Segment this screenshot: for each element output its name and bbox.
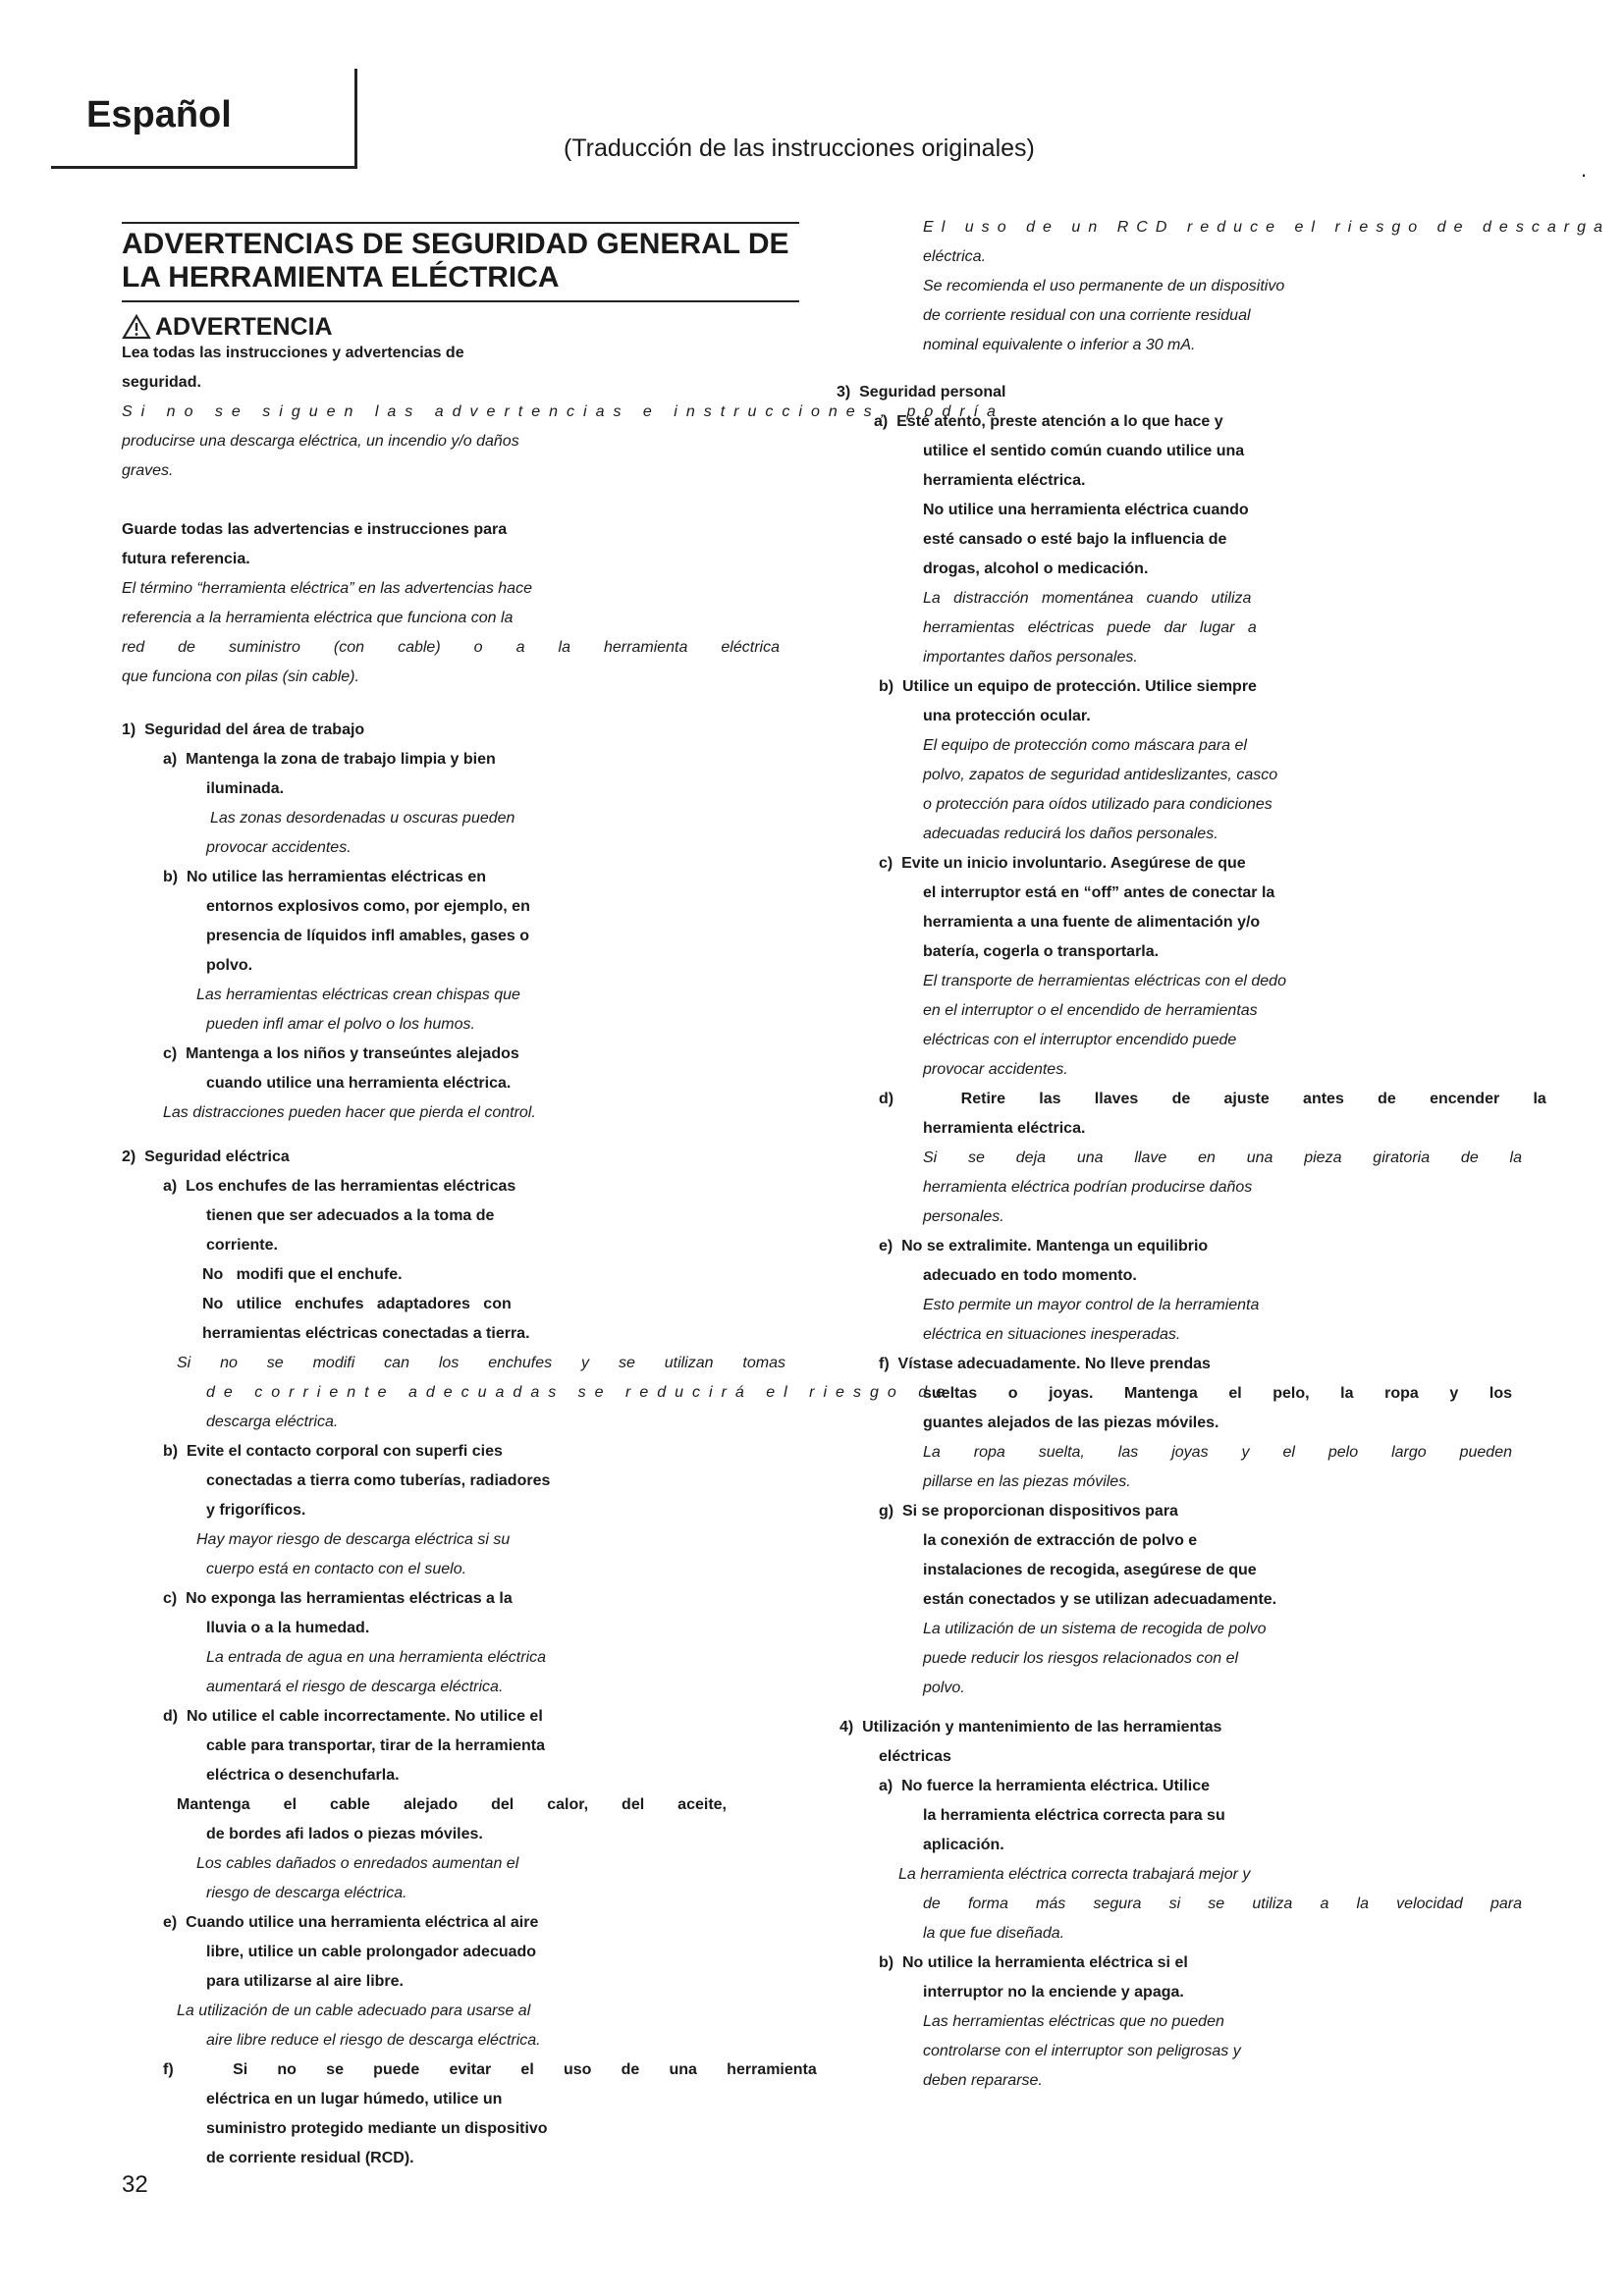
left-text-line: La utilización de un cable adecuado para usarse al bbox=[177, 2002, 531, 2019]
left-text-line: b) No utilice las herramientas eléctricas en bbox=[163, 869, 487, 885]
left-text-line: referencia a la herramienta eléctrica que funciona con la bbox=[122, 610, 514, 626]
left-text-line: cuerpo está en contacto con el suelo. bbox=[206, 1561, 467, 1577]
left-text-line: Si no se modifi can los enchufes y se utilizan tomas bbox=[177, 1355, 785, 1371]
right-text-line: El transporte de herramientas eléctricas con el dedo bbox=[923, 973, 1286, 989]
right-text-line: Las herramientas eléctricas que no pueden bbox=[923, 2013, 1224, 2030]
right-text-line: la conexión de extracción de polvo e bbox=[923, 1532, 1198, 1549]
left-text-line: futura referencia. bbox=[122, 551, 250, 567]
right-text-line: provocar accidentes. bbox=[923, 1061, 1068, 1078]
right-text-line: Se recomienda el uso permanente de un dispositivo bbox=[923, 278, 1285, 294]
left-text-line: seguridad. bbox=[122, 374, 201, 391]
right-text-line: La utilización de un sistema de recogida de polvo bbox=[923, 1621, 1267, 1637]
right-text-line: d) Retire las llaves de ajuste antes de encender la bbox=[879, 1091, 1546, 1107]
right-text-line: adecuado en todo momento. bbox=[923, 1267, 1137, 1284]
right-text-line: polvo. bbox=[923, 1680, 965, 1696]
right-text-line: esté cansado o esté bajo la influencia de bbox=[923, 531, 1227, 548]
left-text-line: libre, utilice un cable prolongador adecuado bbox=[206, 1944, 537, 1960]
left-text-line: red de suministro (con cable) o a la herramienta eléctrica bbox=[122, 639, 780, 656]
left-text-line: presencia de líquidos infl amables, gases o bbox=[206, 928, 529, 944]
right-text-line: No utilice una herramienta eléctrica cuando bbox=[923, 502, 1249, 518]
header-dot: . bbox=[1581, 157, 1588, 182]
left-text-line: que funciona con pilas (sin cable). bbox=[122, 668, 359, 685]
right-text-line: b) Utilice un equipo de protección. Utilice siempre bbox=[879, 678, 1257, 695]
right-text-line: El equipo de protección como máscara para el bbox=[923, 737, 1247, 754]
left-text-line: Lea todas las instrucciones y advertencias de bbox=[122, 345, 464, 361]
right-text-line: pillarse en las piezas móviles. bbox=[923, 1473, 1131, 1490]
left-text-line: Los cables dañados o enredados aumentan el bbox=[196, 1855, 519, 1872]
right-text-line: o protección para oídos utilizado para condiciones bbox=[923, 796, 1272, 813]
right-text-line: utilice el sentido común cuando utilice una bbox=[923, 443, 1245, 459]
left-text-line: Guarde todas las advertencias e instrucciones para bbox=[122, 521, 508, 538]
right-text-line: eléctrica en situaciones inesperadas. bbox=[923, 1326, 1181, 1343]
right-text-line: La ropa suelta, las joyas y el pelo largo pueden bbox=[923, 1444, 1512, 1461]
left-text-line: y frigoríficos. bbox=[206, 1502, 306, 1519]
left-text-line: eléctrica o desenchufarla. bbox=[206, 1767, 400, 1784]
right-text-line: herramienta eléctrica podrían producirse daños bbox=[923, 1179, 1253, 1196]
right-text-line: f) Vístase adecuadamente. No lleve prendas bbox=[879, 1356, 1211, 1372]
right-text-line: Esto permite un mayor control de la herramienta bbox=[923, 1297, 1260, 1313]
left-text-line: El término “herramienta eléctrica” en las advertencias hace bbox=[122, 580, 532, 597]
left-text-line: para utilizarse al aire libre. bbox=[206, 1973, 404, 1990]
left-text-line: cable para transportar, tirar de la herramienta bbox=[206, 1737, 546, 1754]
right-text-line: polvo, zapatos de seguridad antideslizantes, casco bbox=[923, 767, 1278, 783]
right-text-line: adecuadas reducirá los daños personales. bbox=[923, 826, 1218, 842]
left-text-line: entornos explosivos como, por ejemplo, en bbox=[206, 898, 530, 915]
right-text-line: b) No utilice la herramienta eléctrica si el bbox=[879, 1954, 1188, 1971]
right-text-line: drogas, alcohol o medicación. bbox=[923, 561, 1149, 577]
warning-title bbox=[122, 310, 333, 348]
heading-bottom-rule bbox=[122, 300, 799, 302]
left-text-line: herramientas eléctricas conectadas a tierra. bbox=[202, 1325, 530, 1342]
right-text-line: una protección ocular. bbox=[923, 708, 1091, 724]
left-text-line: suministro protegido mediante un dispositivo bbox=[206, 2120, 548, 2137]
left-text-line: 2) Seguridad eléctrica bbox=[122, 1148, 290, 1165]
right-text-line: aplicación. bbox=[923, 1837, 1004, 1853]
right-text-line: g) Si se proporcionan dispositivos para bbox=[879, 1503, 1178, 1520]
right-text-line: 3) Seguridad personal bbox=[837, 384, 1006, 400]
right-text-line: c) Evite un inicio involuntario. Asegúrese de que bbox=[879, 855, 1246, 872]
left-text-line: c) Mantenga a los niños y transeúntes alejados bbox=[163, 1045, 519, 1062]
right-text-line: eléctricas con el interruptor encendido puede bbox=[923, 1032, 1237, 1048]
left-text-line: Hay mayor riesgo de descarga eléctrica si su bbox=[196, 1531, 511, 1548]
right-text-line: instalaciones de recogida, asegúrese de que bbox=[923, 1562, 1257, 1578]
left-text-line: Si no se siguen las advertencias e instrucciones, podría bbox=[122, 403, 1004, 420]
page-number: 32 bbox=[122, 2171, 148, 2198]
right-text-line: guantes alejados de las piezas móviles. bbox=[923, 1415, 1219, 1431]
right-text-line: herramienta a una fuente de alimentación y/o bbox=[923, 914, 1261, 931]
right-text-line: La herramienta eléctrica correcta trabajará mejor y bbox=[898, 1866, 1251, 1883]
right-text-line: la que fue diseñada. bbox=[923, 1925, 1065, 1942]
right-text-line: herramienta eléctrica. bbox=[923, 472, 1086, 489]
right-text-line: Si se deja una llave en una pieza giratoria de la bbox=[923, 1149, 1522, 1166]
left-text-line: a) Los enchufes de las herramientas eléctricas bbox=[163, 1178, 516, 1195]
section-heading: ADVERTENCIAS DE SEGURIDAD GENERAL DE LA HERRAMIENTA ELÉCTRICA bbox=[122, 228, 789, 294]
right-text-line: la herramienta eléctrica correcta para su bbox=[923, 1807, 1225, 1824]
left-text-line: lluvia o a la humedad. bbox=[206, 1620, 370, 1636]
right-text-line: a) No fuerce la herramienta eléctrica. Utilice bbox=[879, 1778, 1211, 1794]
right-text-line: controlarse con el interruptor son peligrosas y bbox=[923, 2043, 1241, 2059]
right-text-line: interruptor no la enciende y apaga. bbox=[923, 1984, 1184, 2001]
right-text-line: puede reducir los riesgos relacionados con el bbox=[923, 1650, 1239, 1667]
right-text-line: batería, cogerla o transportarla. bbox=[923, 943, 1160, 960]
left-text-line: tienen que ser adecuados a la toma de bbox=[206, 1207, 495, 1224]
right-text-line: 4) Utilización y mantenimiento de las herramientas bbox=[839, 1719, 1222, 1735]
language-label: Español bbox=[86, 94, 232, 135]
left-text-line: producirse una descarga eléctrica, un incendio y/o daños bbox=[122, 433, 519, 450]
left-text-line: 1) Seguridad del área de trabajo bbox=[122, 721, 365, 738]
left-text-line: eléctrica en un lugar húmedo, utilice un bbox=[206, 2091, 503, 2108]
left-text-line: La entrada de agua en una herramienta eléctrica bbox=[206, 1649, 547, 1666]
left-text-line: Las herramientas eléctricas crean chispas que bbox=[196, 987, 520, 1003]
right-text-line: personales. bbox=[923, 1208, 1004, 1225]
left-text-line: No utilice enchufes adaptadores con bbox=[202, 1296, 512, 1312]
left-text-line: iluminada. bbox=[206, 780, 285, 797]
right-text-line: a) Esté atento, preste atención a lo que hace y bbox=[874, 413, 1223, 430]
right-text-line: deben repararse. bbox=[923, 2072, 1043, 2089]
left-text-line: provocar accidentes. bbox=[206, 839, 352, 856]
right-text-line: herramienta eléctrica. bbox=[923, 1120, 1086, 1137]
right-text-line: eléctricas bbox=[879, 1748, 951, 1765]
left-text-line: descarga eléctrica. bbox=[206, 1414, 339, 1430]
right-text-line: de forma más segura si se utiliza a la velocidad para bbox=[923, 1896, 1522, 1912]
right-text-line: La distracción momentánea cuando utiliza bbox=[923, 590, 1252, 607]
left-text-line: f) Si no se puede evitar el uso de una herramienta bbox=[163, 2061, 817, 2078]
left-text-line: de corriente residual (RCD). bbox=[206, 2150, 414, 2166]
left-text-line: riesgo de descarga eléctrica. bbox=[206, 1885, 407, 1901]
left-text-line: e) Cuando utilice una herramienta eléctrica al aire bbox=[163, 1914, 539, 1931]
left-text-line: cuando utilice una herramienta eléctrica. bbox=[206, 1075, 512, 1092]
left-text-line: pueden infl amar el polvo o los humos. bbox=[206, 1016, 475, 1033]
left-text-line: Las distracciones pueden hacer que pierda el control. bbox=[163, 1104, 536, 1121]
right-text-line: eléctrica. bbox=[923, 248, 987, 265]
right-text-line: nominal equivalente o inferior a 30 mA. bbox=[923, 337, 1196, 353]
right-text-line: e) No se extralimite. Mantenga un equilibrio bbox=[879, 1238, 1209, 1255]
left-text-line: de bordes afi lados o piezas móviles. bbox=[206, 1826, 483, 1842]
left-text-line: aumentará el riesgo de descarga eléctrica. bbox=[206, 1679, 504, 1695]
left-text-line: c) No exponga las herramientas eléctricas a la bbox=[163, 1590, 513, 1607]
left-text-line: Mantenga el cable alejado del calor, del aceite, bbox=[177, 1796, 727, 1813]
right-text-line: en el interruptor o el encendido de herramientas bbox=[923, 1002, 1258, 1019]
right-text-line: sueltas o joyas. Mantenga el pelo, la ropa y los bbox=[923, 1385, 1512, 1402]
left-text-line: polvo. bbox=[206, 957, 253, 974]
left-text-line: d) No utilice el cable incorrectamente. No utilice el bbox=[163, 1708, 543, 1725]
left-text-line: b) Evite el contacto corporal con superfi cies bbox=[163, 1443, 503, 1460]
left-text-line: graves. bbox=[122, 462, 174, 479]
left-text-line: No modifi que el enchufe. bbox=[202, 1266, 403, 1283]
right-text-line: herramientas eléctricas puede dar lugar a bbox=[923, 619, 1257, 636]
warning-label: ADVERTENCIA bbox=[155, 313, 333, 341]
right-text-line: están conectados y se utilizan adecuadamente. bbox=[923, 1591, 1277, 1608]
left-text-line: corriente. bbox=[206, 1237, 278, 1254]
left-text-line: aire libre reduce el riesgo de descarga eléctrica. bbox=[206, 2032, 541, 2049]
right-text-line: importantes daños personales. bbox=[923, 649, 1138, 666]
translation-note: (Traducción de las instrucciones originales) bbox=[564, 134, 1035, 162]
right-text-line: el interruptor está en “off” antes de conectar la bbox=[923, 884, 1275, 901]
left-text-line: conectadas a tierra como tuberías, radiadores bbox=[206, 1472, 551, 1489]
right-text-line: El uso de un RCD reduce el riesgo de descarga bbox=[923, 219, 1610, 236]
left-text-line: Las zonas desordenadas u oscuras pueden bbox=[210, 810, 515, 827]
warning-triangle-icon bbox=[122, 314, 151, 348]
heading-top-rule bbox=[122, 222, 799, 224]
right-text-line: de corriente residual con una corriente residual bbox=[923, 307, 1251, 324]
left-text-line: a) Mantenga la zona de trabajo limpia y bien bbox=[163, 751, 496, 768]
left-text-line: de corriente adecuadas se reducirá el riesgo de bbox=[206, 1384, 953, 1401]
